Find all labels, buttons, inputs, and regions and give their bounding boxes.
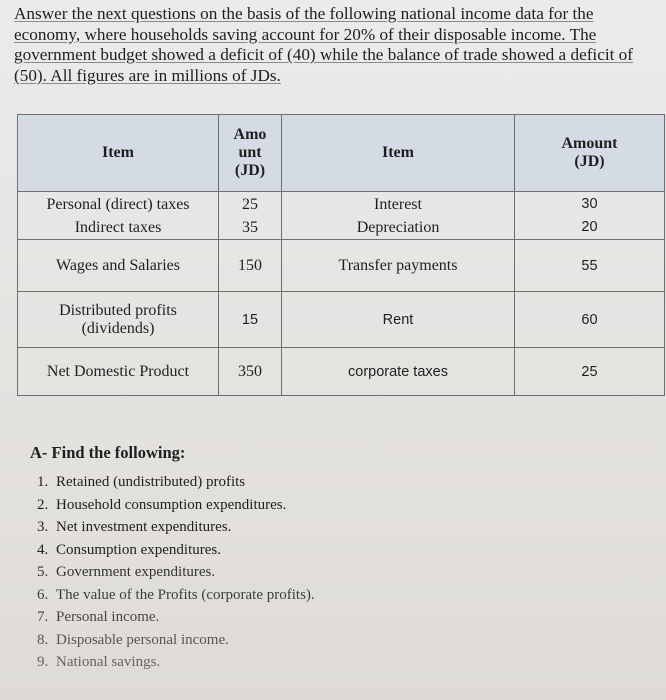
cell-amount2-taxes [515,192,665,240]
questions-section [30,443,630,674]
questions-heading: A- Find the following: [30,443,186,462]
income-data-table [17,114,665,396]
cell-rent-amount: 60 [515,292,665,348]
question-item: 3. Net investment expenditures. [52,516,630,539]
questions-list [30,471,630,674]
question-item: 4. Consumption expenditures. [52,539,630,562]
table-row-ndp [18,348,665,396]
cell-wages-amount: 150 [219,240,282,292]
cell-depreciation-amount: 20 [581,218,598,235]
cell-interest-amount: 30 [581,195,598,212]
header-item-1: Item [18,115,219,192]
cell-distributed [18,292,219,348]
header-amount-1-line1: Amo [233,126,267,143]
cell-amount-taxes [219,192,282,240]
cell-ndp-amount: 350 [219,348,282,396]
cell-corporate-taxes: corporate taxes [282,348,515,396]
header-amount-1 [219,115,282,192]
header-amount-1-line3: (JD) [234,162,266,179]
header-amount-2 [515,115,665,192]
cell-wages: Wages and Salaries [18,240,219,292]
cell-transfer-payments-amount: 55 [515,240,665,292]
cell-ndp: Net Domestic Product [18,348,219,396]
cell-rent: Rent [282,292,515,348]
question-item: 5. Government expenditures. [52,561,630,584]
cell-distributed-line2: (dividends) [81,319,155,337]
cell-indirect-taxes-amount: 35 [242,218,258,236]
question-item: 1. Retained (undistributed) profits [52,471,630,494]
question-item: 6. The value of the Profits (corporate profits). [52,584,630,607]
cell-distributed-line1: Distributed profits [59,301,177,319]
cell-personal-taxes-amount: 25 [242,195,258,213]
cell-transfer-payments: Transfer payments [282,240,515,292]
header-amount-1-line2: unt [238,144,262,161]
cell-corporate-taxes-amount: 25 [515,348,665,396]
intro-paragraph [14,4,662,86]
table-row-wages [18,240,665,292]
cell-interest: Interest [374,195,422,213]
header-amount-2-line2: (JD) [574,153,605,170]
table-header-row [18,115,665,192]
table-row-distributed [18,292,665,348]
question-item: 9. National savings. [52,651,630,674]
question-item: 7. Personal income. [52,606,630,629]
table-row-taxes [18,192,665,240]
cell-indirect-taxes: Indirect taxes [74,218,162,236]
question-item: 2. Household consumption expenditures. [52,494,630,517]
question-item: 8. Disposable personal income. [52,629,630,652]
header-amount-2-line1: Amount [561,135,618,152]
intro-text: Answer the next questions on the basis of the following national income data for the economy, where households saving account for 20% of their disposable income. The government budget showed a deficit of (40) while the balance of trade showed a deficit of (50). All figures are in millions of JDs. [14,4,634,85]
cell-personal-taxes: Personal (direct) taxes [46,195,190,213]
cell-distributed-amount: 15 [219,292,282,348]
header-item-2: Item [282,115,515,192]
cell-item2-taxes [282,192,515,240]
cell-item-taxes [18,192,219,240]
cell-depreciation: Depreciation [356,218,440,236]
